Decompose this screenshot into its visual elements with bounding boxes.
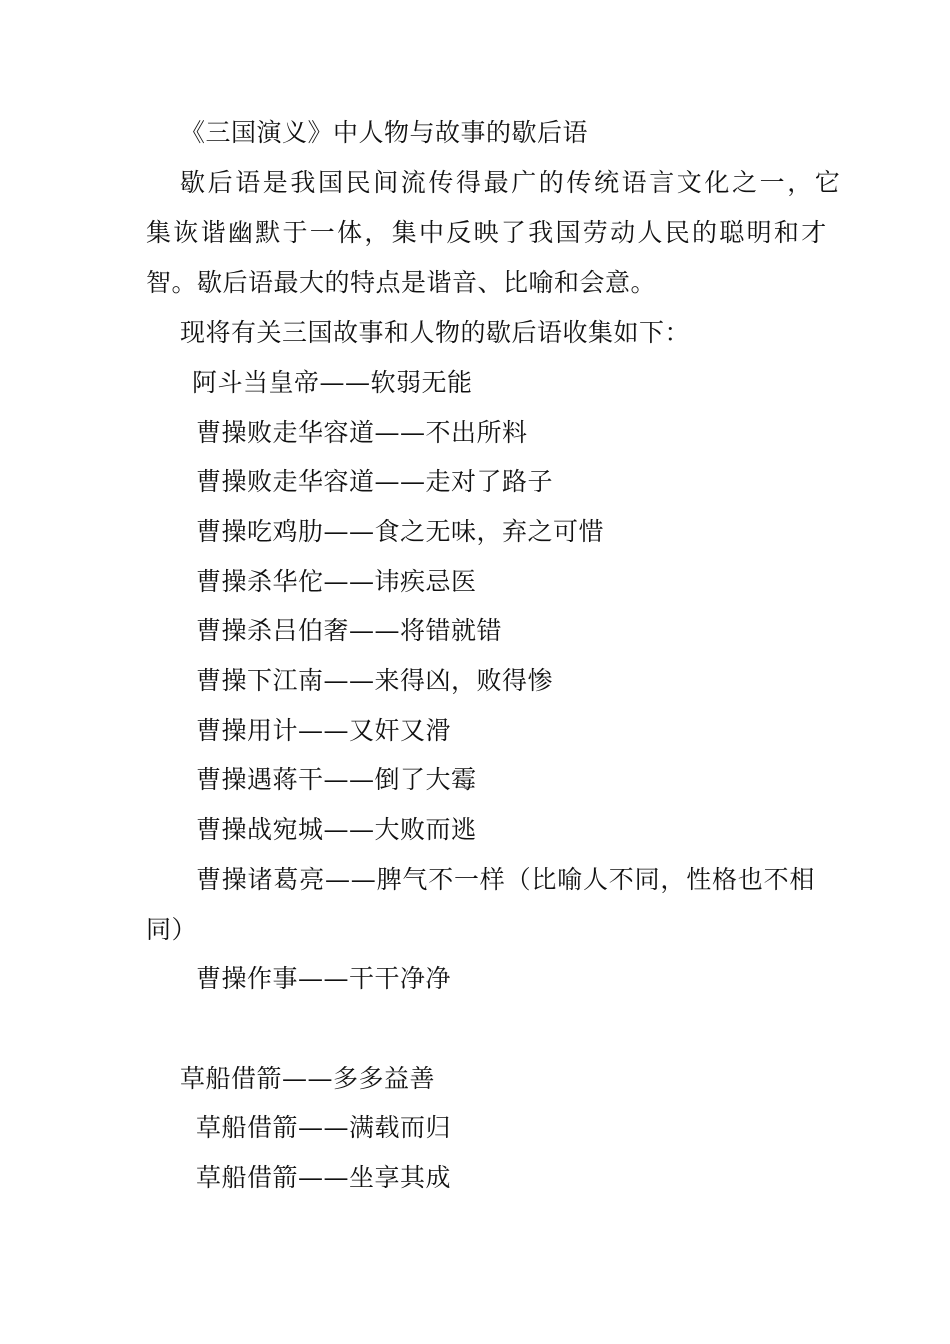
saying-item: 草船借箭——坐享其成 [196, 1163, 452, 1192]
saying-item: 草船借箭——多多益善 [180, 1064, 436, 1093]
saying-item: 曹操作事——干干净净 [196, 964, 452, 993]
collection-intro: 现将有关三国故事和人物的歇后语收集如下： [180, 318, 691, 347]
saying-item: 草船借箭——满载而归 [196, 1113, 452, 1142]
intro-paragraph-line: 智。歇后语最大的特点是谐音、比喻和会意。 [146, 268, 657, 297]
saying-item: 曹操败走华容道——走对了路子 [196, 467, 554, 496]
saying-item: 曹操吃鸡肋——食之无味，弃之可惜 [196, 517, 605, 546]
saying-item-continuation: 同） [146, 915, 198, 944]
saying-item: 曹操杀华佗——讳疾忌医 [196, 567, 477, 596]
saying-item: 曹操败走华容道——不出所料 [196, 418, 528, 447]
saying-item: 阿斗当皇帝——软弱无能 [192, 368, 473, 397]
saying-item: 曹操杀吕伯奢——将错就错 [196, 616, 503, 645]
saying-item: 曹操遇蒋干——倒了大霉 [196, 765, 477, 794]
intro-paragraph-line: 集诙谐幽默于一体，集中反映了我国劳动人民的聪明和才 [146, 218, 829, 247]
intro-paragraph-line: 歇后语是我国民间流传得最广的传统语言文化之一，它 [180, 168, 843, 197]
saying-item: 曹操诸葛亮——脾气不一样（比喻人不同，性格也不相 [196, 865, 816, 894]
document-title: 《三国演义》中人物与故事的歇后语 [180, 118, 589, 147]
saying-item: 曹操下江南——来得凶，败得惨 [196, 666, 554, 695]
saying-item: 曹操战宛城——大败而逃 [196, 815, 477, 844]
saying-item: 曹操用计——又奸又滑 [196, 716, 452, 745]
